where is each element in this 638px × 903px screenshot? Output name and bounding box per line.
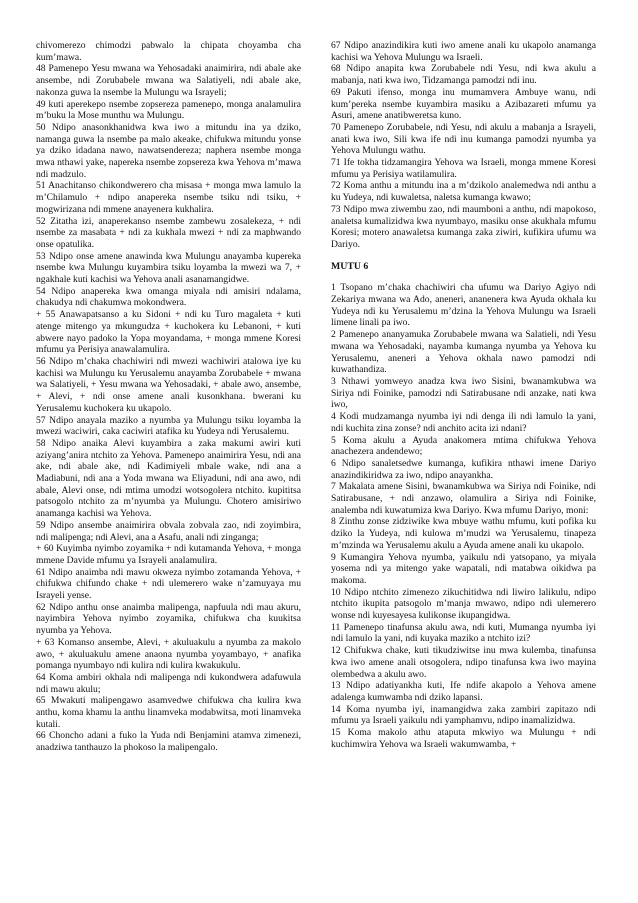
paragraph: 69 Pakuti ifenso, monga inu mumamvera Ambuye wanu, ndi kum’pereka nsembe kuyambira masiku a Azibazareti mfumu ya Asuri, amene anatibweretsa kuno. bbox=[331, 86, 596, 122]
paragraph: 1 Tsopano m’chaka chachiwiri cha ufumu wa Dariyo Agiyo ndi Zekariya mwana wa Ado, aneneri, ananenera kwa Ayuda okhala ku Yudeya ndi ku Yerusalemu m’dzina la Yehova Mulungu wa Israeli limene linali pa iwo. bbox=[331, 282, 596, 329]
paragraph: 5 Koma akulu a Ayuda anakomera mtima chifukwa Yehova anachezera andendewo; bbox=[331, 434, 596, 458]
paragraph: 66 Choncho adani a fuko la Yuda ndi Benjamini atamva zimenezi, anadziwa tanthauzo la phokoso la malipengalo. bbox=[36, 730, 301, 754]
paragraph: 54 Ndipo anapereka kwa omanga miyala ndi amisiri ndalama, chakudya ndi chakumwa mokondwera. bbox=[36, 285, 301, 309]
paragraph: 68 Ndipo anapita kwa Zorubabele ndi Yesu, ndi kwa akulu a mabanja, nati kwa iwo, Tidzamanga pamodzi ndi inu. bbox=[331, 63, 596, 87]
paragraph: 9 Kumangira Yehova nyumba, yaikulu ndi yatsopano, ya miyala yosema ndi ya mitengo yake wapatali, ndi matabwa oikidwa pa makoma. bbox=[331, 551, 596, 586]
paragraph: 14 Koma nyumba iyi, inamangidwa zaka zambiri zapitazo ndi mfumu ya Israeli yaikulu ndi yamphamvu, ndipo inamalizidwa. bbox=[331, 703, 596, 727]
paragraph: 59 Ndipo ansembe anaimirira obvala zobvala zao, ndi zoyimbira, ndi malipenga; ndi Alevi, ana a Asafu, anali ndi zinganga; bbox=[36, 519, 301, 543]
paragraph: 61 Ndipo anaimba ndi mawu okweza nyimbo zotamanda Yehova, + chifukwa chifundo chake + ndi ulemerero wake n’zamuyaya mu Israyeli yense. bbox=[36, 566, 301, 602]
paragraph: 50 Ndipo anasonkhanidwa kwa iwo a mitundu ina ya dziko, namanga guwa la nsembe pa malo akeake, chifukwa mitundu yonse ya dziko idadana nawo, nawatsendereza; naphera nsembe monga mwa nthawi yake, napereka nsembe zopsereza kwa Yehova m’mawa ndi madzulo. bbox=[36, 121, 301, 180]
paragraph: 64 Koma ambiri okhala ndi malipenga ndi kukondwera adafuwula ndi mawu akulu; bbox=[36, 671, 301, 695]
paragraph: 62 Ndipo anthu onse anaimba malipenga, napfuula ndi mau akuru, nayimbira Yehova nyimbo zoyamika, chifukwa cha kuukitsa nyumba ya Yehova. bbox=[36, 601, 301, 637]
paragraph: 52 Zitatha izi, anaperekanso nsembe zambewu zosalekeza, + ndi nsembe za masabata + ndi za kukhala mwezi + ndi za maphwando onse opatulika. bbox=[36, 215, 301, 250]
paragraph: 53 Ndipo onse amene anawinda kwa Mulungu anayamba kupereka nsembe kwa Mulungu kuyambira tsiku loyamba la mwezi wa 7, + ngakhale kuti kachisi wa Yehova anali asanamangidwe. bbox=[36, 250, 301, 286]
paragraph: 12 Chifukwa chake, kuti tikudziwitse inu mwa kulemba, tinafunsa kwa iwo amene anali otsogolera, ndipo tinafunsa kwa iwo mayina olembedwa a akulu awo. bbox=[331, 645, 596, 680]
paragraph: 2 Pamenepo ananyamuka Zorubabele mwana wa Salatieli, ndi Yesu mwana wa Yehosadaki, nayamba kumanga nyumba ya Yehova ku Yerusalemu, aneneri a Yehova okhala nawo pamodzi ndi kuwathandiza. bbox=[331, 329, 596, 376]
chapter-heading: MUTU 6 bbox=[331, 260, 369, 272]
paragraph: + 60 Kuyimba nyimbo zoyamika + ndi kutamanda Yehova, + monga mmene Davide mfumu ya Israyeli analamulira. bbox=[36, 543, 301, 566]
paragraph: 6 Ndipo sanaletsedwe kumanga, kufikira nthawi imene Dariyo anazindikiridwa za iwo, ndipo anayankha. bbox=[331, 457, 596, 481]
paragraph: 4 Kodi mudzamanga nyumba iyi ndi denga ili ndi lamulo la yani, ndi kuchita zina zonse? ndi anchito acita izi ndani? bbox=[331, 411, 596, 434]
paragraph: 65 Mwakuti malipengawo asamvedwe chifukwa cha kulira kwa anthu, koma khamu la anthu linamveka modabwitsa, moti linamveka kutali. bbox=[36, 695, 301, 730]
paragraph: 48 Pamenepo Yesu mwana wa Yehosadaki anaimirira, ndi abale ake ansembe, ndi Zorubabele mwana wa Salatiyeli, ndi abale ake, nakonza guwa la nsembe la Mulungu wa Israyeli; bbox=[36, 63, 301, 98]
paragraph: chivomerezo chimodzi pabwalo la chipata choyamba cha kum’mawa. bbox=[36, 40, 301, 63]
paragraph: 70 Pamenepo Zorubabele, ndi Yesu, ndi akulu a mabanja a Israyeli, anati kwa iwo, Sili kwa ife ndi inu kumanga pamodzi nyumba ya Yehova Mulungu wathu. bbox=[331, 121, 596, 157]
paragraph: 8 Zinthu zonse zidziwike kwa mbuye wathu mfumu, kuti pofika ku dziko la Yudeya, ndi kulowa m’mudzi wa Yerusalemu, tinapeza m’mzinda wa Yerusalemu akulu a Ayuda amene anali ku ukapolo. bbox=[331, 516, 596, 551]
paragraph: 73 Ndipo mwa ziwembu zao, ndi maumboni a anthu, ndi mapokoso, analetsa kumalizidwa kwa nyumbayo, masiku onse akukhala mfumu Koresi; motero anawaletsa kumanga zaka ziwiri, kufikira ufumu wa Dariyo. bbox=[331, 203, 596, 250]
left-column bbox=[36, 40, 301, 754]
paragraph: 57 Ndipo anayala maziko a nyumba ya Mulungu tsiku loyamba la mwezi waciwiri, caka caciwiri atafika ku Yudeya ndi Yerusalemu. bbox=[36, 414, 301, 438]
paragraph: 3 Nthawi yomweyo anadza kwa iwo Sisini, bwanamkubwa wa Siriya ndi Foinike, pamodzi ndi Satirabusane ndi anzake, nati kwa iwo, bbox=[331, 375, 596, 411]
paragraph: 58 Ndipo anaika Alevi kuyambira a zaka makumi awiri kuti aziyang’anira ntchito za Yehova. Pamenepo anaimirira Yesu, ndi ana ake, ndi abale ake, ndi Kadimiyeli mbale wake, ndi ana a Madiabuni, ndi ana a Yoda mwana wa Eliyaduni, ndi ana awo, ndi abale, Alevi onse, ndi mtima umodzi wotsogolera ntchito. kupititsa patsogolo ntchito za m’nyumba ya Mulungu. Chotero amisiriwo anamanga kachisi wa Yehova. bbox=[36, 437, 301, 520]
paragraph: + 55 Anawapatsanso a ku Sidoni + ndi ku Turo magaleta + kuti atenge mitengo ya mkungudza + kuchokera ku Lebanoni, + kuti abwere nayo padoko la Yopa moyandama, + monga mmene Koresi mfumu ya Perisiya anawalamulira. bbox=[36, 309, 301, 356]
paragraph: 49 kuti aperekepo nsembe zopsereza pamenepo, monga analamulira m’buku la Mose munthu wa Mulungu. bbox=[36, 98, 301, 122]
paragraph: 11 Pamenepo tinafunsa akulu awa, ndi kuti, Mumanga nyumba iyi ndi lamulo la yani, ndi kuyaka maziko a ntchito izi? bbox=[331, 621, 596, 645]
paragraph: 71 Ife tokha tidzamangira Yehova wa Israeli, monga mmene Koresi mfumu ya Perisiya watilamulira. bbox=[331, 157, 596, 180]
paragraph: 72 Koma anthu a mitundu ina a m’dzikolo analemedwa ndi anthu a ku Yudeya, ndi kuwaletsa, naletsa kumanga kwawo; bbox=[331, 180, 596, 204]
paragraph: 56 Ndipo m’chaka chachiwiri ndi mwezi wachiwiri atalowa iye ku kachisi wa Mulungu ku Yerusalemu anayamba Zorubabele + mwana wa Salatiyeli, + Yesu mwana wa Yehosadaki, + abale awo, ansembe, + Alevi, + ndi onse amene anali kusonkhana. bwerani ku Yerusalemu kuchokera ku ukapolo. bbox=[36, 355, 301, 414]
paragraph: + 63 Komanso ansembe, Alevi, + akuluakulu a nyumba za makolo awo, + akuluakulu amene anaona nyumba yoyambayo, + anafika pomanga nyumbayo ndi kulira ndi kulira kwakukulu. bbox=[36, 636, 301, 672]
right-column bbox=[331, 40, 596, 750]
paragraph: 10 Ndipo ntchito zimenezo zikuchitidwa ndi liwiro lalikulu, ndipo ntchito ikupita patsogolo m’manja mwawo, ndipo ndi ulemerero wonse ndi kuyesayesa kulikonse ikupangidwa. bbox=[331, 586, 596, 622]
paragraph: 13 Ndipo adatiyankha kuti, Ife ndife akapolo a Yehova amene adalenga kumwamba ndi dziko lapansi. bbox=[331, 680, 596, 703]
paragraph: 51 Anachitanso chikondwerero cha misasa + monga mwa lamulo la m’Chilamulo + ndipo anapereka nsembe tsiku ndi tsiku, + mogwirizana ndi mmene anayenera kukhalira. bbox=[36, 180, 301, 215]
paragraph: 15 Koma makolo athu ataputa mkwiyo wa Mulungu + ndi kuchimwira Yehova wa Israeli wakumwamba, + bbox=[331, 727, 596, 750]
paragraph: 67 Ndipo anazindikira kuti iwo amene anali ku ukapolo anamanga kachisi wa Yehova Mulungu wa Israeli. bbox=[331, 40, 596, 63]
paragraph: 7 Makalata amene Sisini, bwanamkubwa wa Siriya ndi Foinike, ndi Satirabusane, + ndi anzawo, olamulira a Siriya ndi Foinike, analemba ndi kuwatumiza kwa Dariyo. Kwa mfumu Dariyo, moni: bbox=[331, 481, 596, 516]
